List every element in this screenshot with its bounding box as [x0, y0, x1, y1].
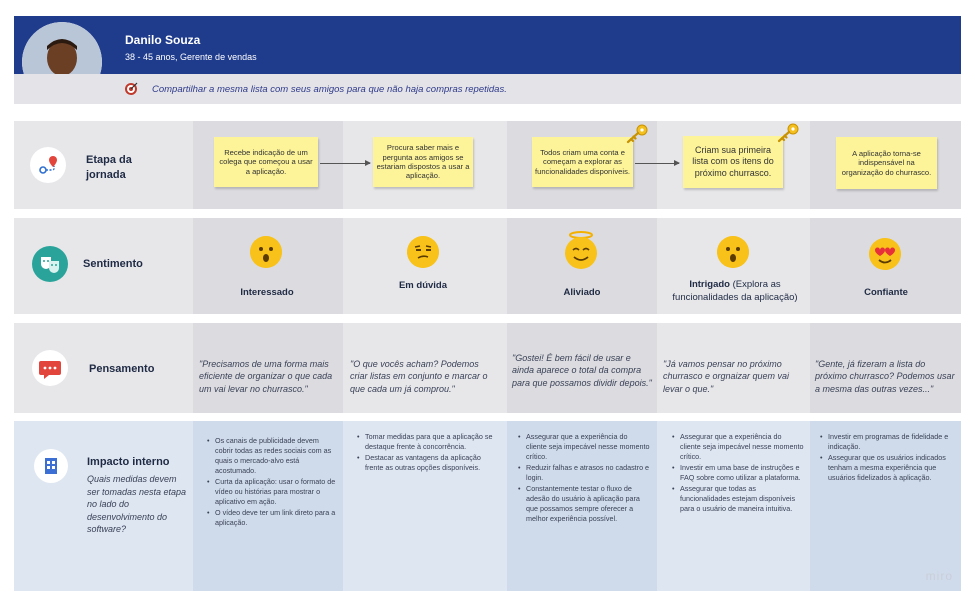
- halo-face-icon: [564, 231, 598, 269]
- impact-list-3: [518, 432, 650, 524]
- feeling-label-3: Aliviado: [563, 287, 601, 298]
- thought-5: "Gente, já fizeram a lista do próximo churrasco? Podemos usar a mesma das outras vezes...": [815, 359, 955, 394]
- persona-subtitle: 38 - 45 anos, Gerente de vendas: [125, 52, 257, 62]
- feeling-label-5: Confiante: [864, 287, 908, 298]
- skeptical-face-icon: [407, 236, 439, 268]
- impact-item: • Investir em uma base de instruções e FAQ sobre como utilizar a plataforma.: [672, 463, 804, 483]
- feeling-label-2: Em dúvida: [398, 280, 448, 291]
- thought-4: "Já vamos pensar no próximo churrasco e orgnaizar quem vai levar o que.": [663, 359, 790, 394]
- impact-item: • Os canais de publicidade devem cobrir todas as redes sociais com as quais o mercado-alvo está acostumado.: [207, 436, 337, 476]
- thought-2: "O que vocês acham? Podemos criar listas em conjunto e marcar o que cada um já comprou.": [350, 359, 488, 394]
- impact-item: • Constantemente testar o fluxo de adesão do usuário à aplicação para que possamos sempre oferecer a melhor experiência possível.: [518, 484, 650, 524]
- surprised-face-icon: [717, 236, 749, 268]
- impact-item: • O vídeo deve ter um link direto para a aplicação.: [207, 508, 337, 528]
- impact-list-5: [820, 432, 954, 484]
- impact-item: • Tomar medidas para que a aplicação se destaque frente à concorrência.: [357, 432, 497, 452]
- miro-watermark: miro: [925, 569, 953, 583]
- impact-item: • Curta da aplicação: usar o formato de vídeo ou histórias para mostrar o aplicativo em ação.: [207, 477, 337, 507]
- row-title-sentimento: Sentimento: [83, 258, 143, 270]
- journey-icon: [30, 147, 66, 183]
- thought-1: "Precisamos de uma forma mais eficiente de organizar o que cada um vai levar no churrasco.": [199, 359, 333, 394]
- row-title-pensamento: Pensamento: [89, 363, 155, 375]
- impact-list-4: [672, 432, 804, 515]
- row-title-jornada: Etapa da jornada: [86, 154, 132, 181]
- impact-list-2: [357, 432, 497, 474]
- target-icon: [124, 82, 138, 96]
- feeling-label-4: Intrigado (Explora as funcionalidades da aplicação): [672, 279, 798, 303]
- feeling-label-1: Interessado: [240, 287, 294, 298]
- heart-eyes-face-icon: [869, 238, 901, 270]
- journey-sticky-4[interactable]: Criam sua primeira lista com os itens do próximo churrasco.: [683, 136, 783, 188]
- impact-item: • Destacar as vantagens da aplicação frente as outras opções disponíveis.: [357, 453, 497, 473]
- impact-question: Quais medidas devem ser tomadas nesta etapa no lado do desenvolvimento do software?: [87, 474, 187, 535]
- journey-arrow-1: [320, 163, 370, 164]
- impact-item: • Investir em programas de fidelidade e indicação.: [820, 432, 954, 452]
- impact-item: • Assegurar que todas as funcionalidades estejam disponíveis para o usuário de maneira intuitiva.: [672, 484, 804, 514]
- impact-item: • Reduzir falhas e atrasos no cadastro e login.: [518, 463, 650, 483]
- key-icon: [776, 123, 800, 143]
- impact-item: • Assegurar que os usuários indicados tenham a mesma experiência que usuários fidelizados à aplicação.: [820, 453, 954, 483]
- impact-list-1: [207, 436, 337, 528]
- chat-bubble-icon: [32, 350, 68, 386]
- journey-sticky-1[interactable]: Recebe indicação de um colega que começou a usar a aplicação.: [214, 137, 318, 187]
- theater-masks-icon: [32, 246, 68, 282]
- surprised-face-icon: [250, 236, 282, 268]
- impact-item: • Assegurar que a experiência do cliente seja impecável nesse momento crítico.: [518, 432, 650, 462]
- key-icon: [625, 124, 649, 144]
- thought-3: "Gostei! É bem fácil de usar e ainda aparece o total da compra para que possamos dividir depois.": [512, 353, 652, 388]
- journey-sticky-5[interactable]: A aplicação torna-se indispensável na organização do churrasco.: [836, 137, 937, 189]
- persona-name: Danilo Souza: [125, 33, 201, 47]
- journey-arrow-3: [635, 163, 679, 164]
- row-title-impacto: Impacto interno: [87, 456, 170, 468]
- journey-sticky-2[interactable]: Procura saber mais e pergunta aos amigos se estariam dispostos a usar a aplicação.: [373, 137, 473, 187]
- building-icon: [33, 448, 69, 484]
- journey-sticky-3[interactable]: Todos criam uma conta e começam a explorar as funcionalidades disponíveis.: [532, 137, 633, 187]
- goal-text: Compartilhar a mesma lista com seus amigos para que não haja compras repetidas.: [152, 84, 507, 95]
- impact-item: • Assegurar que a experiência do cliente seja impecável nesse momento crítico.: [672, 432, 804, 462]
